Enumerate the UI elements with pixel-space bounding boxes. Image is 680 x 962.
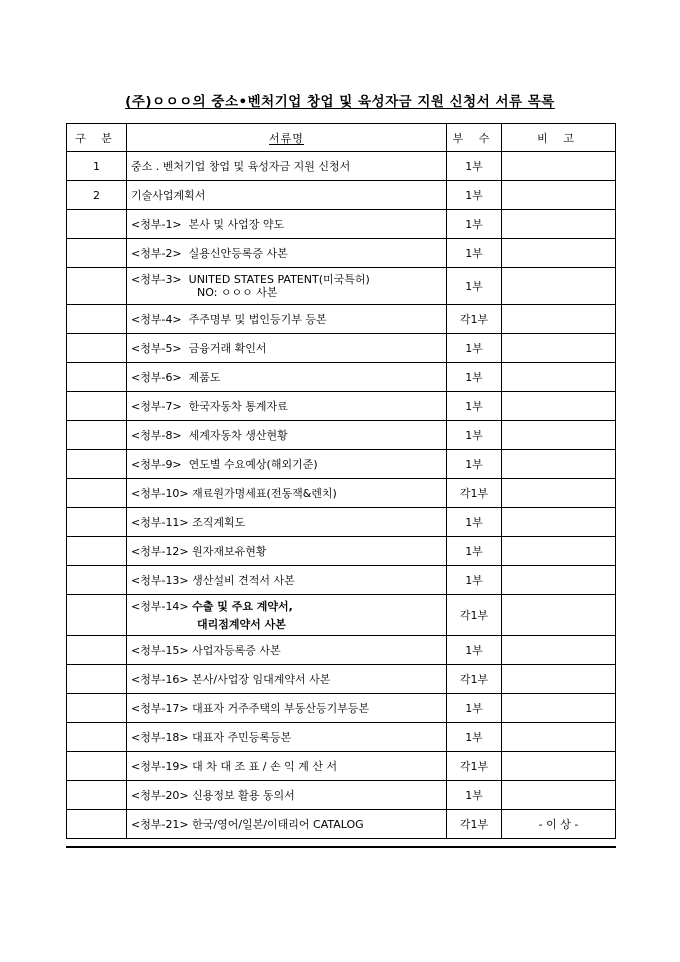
table-row [67,479,616,508]
cell-gubun [67,752,127,781]
cell-busu: 1부 [447,210,502,239]
cell-note [502,305,616,334]
cell-note [502,781,616,810]
cell-busu: 1부 [447,363,502,392]
cell-note [502,421,616,450]
table-row [67,723,616,752]
cell-busu: 각1부 [447,752,502,781]
cell-busu: 각1부 [447,665,502,694]
cell-docname: <청부-6> 제품도 [127,363,447,392]
table-row [67,334,616,363]
cell-note [502,210,616,239]
header-busu: 부 수 [447,124,502,152]
table-row [67,810,616,839]
table-row [67,665,616,694]
cell-note [502,334,616,363]
cell-gubun [67,781,127,810]
cell-docname: <청부-9> 연도별 수요예상(해외기준) [127,450,447,479]
cell-docname: <청부-17> 대표자 거주주택의 부동산등기부등본 [127,694,447,723]
table-row [67,508,616,537]
cell-note [502,537,616,566]
cell-gubun [67,305,127,334]
table-row [67,421,616,450]
cell-docname: <청부-3> UNITED STATES PATENT(미국특허) NO: ㅇㅇㅇ 사본 [127,268,447,305]
cell-gubun [67,479,127,508]
cell-gubun: 2 [67,181,127,210]
cell-note [502,566,616,595]
cell-busu: 1부 [447,450,502,479]
cell-busu: 1부 [447,334,502,363]
table-row [67,752,616,781]
cell-gubun [67,450,127,479]
table-row [67,636,616,665]
cell-gubun [67,537,127,566]
cell-docname: <청부-19> 대 차 대 조 표 / 손 익 계 산 서 [127,752,447,781]
cell-busu: 1부 [447,268,502,305]
cell-gubun [67,334,127,363]
cell-docname: <청부-4> 주주명부 및 법인등기부 등본 [127,305,447,334]
table-row [67,694,616,723]
cell-gubun [67,665,127,694]
table-row [67,363,616,392]
table-row [67,268,616,305]
cell-docname: <청부-11> 조직계획도 [127,508,447,537]
header-gubun: 구 분 [67,124,127,152]
cell-gubun [67,595,127,636]
cell-note [502,181,616,210]
page-title-text: (주)ㅇㅇㅇ의 중소•벤처기업 창업 및 육성자금 지원 신청서 서류 목록 [125,94,555,110]
cell-note [502,595,616,636]
cell-gubun [67,239,127,268]
cell-gubun [67,694,127,723]
table-row [67,595,616,636]
cell-note [502,752,616,781]
header-docname: 서류명 [127,124,447,152]
cell-note [502,239,616,268]
cell-docname: <청부-1> 본사 및 사업장 약도 [127,210,447,239]
cell-busu: 1부 [447,537,502,566]
cell-busu: 1부 [447,566,502,595]
cell-gubun [67,508,127,537]
cell-docname: <청부-8> 세계자동차 생산현황 [127,421,447,450]
cell-gubun: 1 [67,152,127,181]
cell-busu: 1부 [447,152,502,181]
cell-gubun [67,636,127,665]
cell-docname: <청부-12> 원자재보유현황 [127,537,447,566]
page-title [0,93,680,111]
table-row [67,152,616,181]
cell-docname: <청부-10> 재료원가명세표(전동잭&렌치) [127,479,447,508]
cell-note [502,392,616,421]
cell-busu: 1부 [447,239,502,268]
cell-note [502,268,616,305]
cell-docname: 중소 . 벤처기업 창업 및 육성자금 지원 신청서 [127,152,447,181]
table-row [67,537,616,566]
table-header-row [67,124,616,152]
cell-note [502,450,616,479]
table-row [67,450,616,479]
cell-busu: 1부 [447,694,502,723]
cell-note [502,479,616,508]
cell-note [502,152,616,181]
cell-note [502,636,616,665]
table-row [67,566,616,595]
cell-gubun [67,363,127,392]
cell-busu: 1부 [447,181,502,210]
cell-docname: 기술사업계획서 [127,181,447,210]
table-row [67,181,616,210]
cell-busu: 1부 [447,508,502,537]
cell-note [502,665,616,694]
cell-busu: 1부 [447,421,502,450]
cell-note [502,363,616,392]
cell-docname: <청부-14> 수출 및 주요 계약서, 대리점계약서 사본 [127,595,447,636]
cell-busu: 각1부 [447,305,502,334]
cell-busu: 1부 [447,723,502,752]
cell-docname: <청부-2> 실용신안등록증 사본 [127,239,447,268]
cell-docname: <청부-18> 대표자 주민등록등본 [127,723,447,752]
cell-busu: 각1부 [447,479,502,508]
cell-note [502,508,616,537]
cell-gubun [67,421,127,450]
cell-busu: 각1부 [447,595,502,636]
cell-gubun [67,723,127,752]
table-row [67,210,616,239]
bottom-rule-divider [66,846,616,848]
table-row [67,392,616,421]
cell-docname: <청부-16> 본사/사업장 임대계약서 사본 [127,665,447,694]
table-row [67,239,616,268]
table-row [67,781,616,810]
cell-note: - 이 상 - [502,810,616,839]
cell-docname: <청부-15> 사업자등록증 사본 [127,636,447,665]
cell-gubun [67,566,127,595]
cell-docname: <청부-21> 한국/영어/일본/이태리어 CATALOG [127,810,447,839]
table-row [67,305,616,334]
document-list-table [66,123,616,839]
cell-busu: 각1부 [447,810,502,839]
cell-busu: 1부 [447,781,502,810]
cell-gubun [67,210,127,239]
cell-note [502,694,616,723]
cell-gubun [67,810,127,839]
cell-docname: <청부-7> 한국자동차 통계자료 [127,392,447,421]
cell-docname: <청부-13> 생산설비 견적서 사본 [127,566,447,595]
cell-busu: 1부 [447,392,502,421]
cell-docname: <청부-5> 금융거래 확인서 [127,334,447,363]
cell-busu: 1부 [447,636,502,665]
cell-gubun [67,392,127,421]
cell-note [502,723,616,752]
cell-gubun [67,268,127,305]
cell-docname: <청부-20> 신용정보 활용 동의서 [127,781,447,810]
header-note: 비 고 [502,124,616,152]
